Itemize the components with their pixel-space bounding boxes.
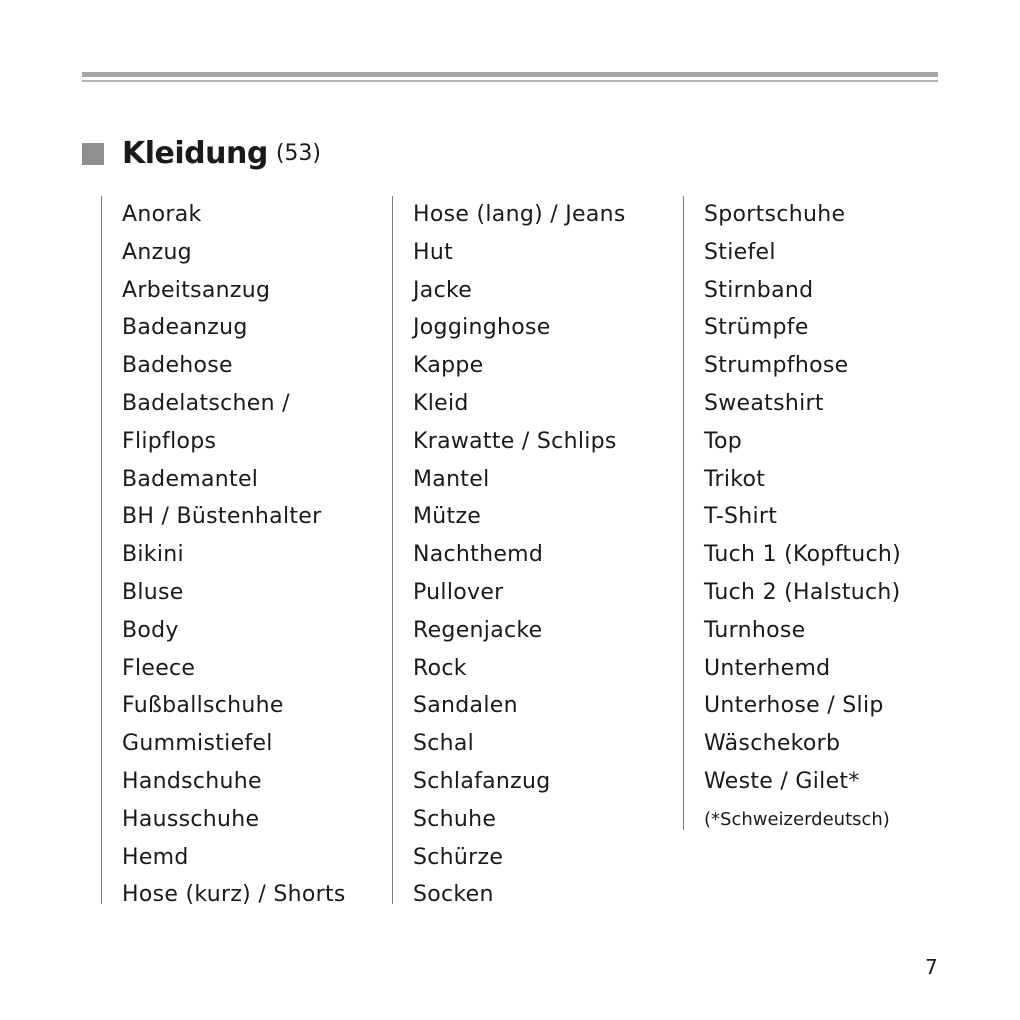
list-item: Body [122, 617, 179, 643]
list-item: Krawatte / Schlips [413, 428, 617, 454]
list-item: Schlafanzug [413, 768, 551, 794]
list-item: Kappe [413, 353, 484, 379]
list-item: Socken [413, 882, 494, 908]
list-item: T-Shirt [704, 504, 778, 530]
list-item: Strumpfhose [704, 353, 849, 379]
list-item: Badeanzug [122, 315, 248, 341]
list-item: Fußballschuhe [122, 693, 284, 719]
list-item: Unterhemd [704, 655, 831, 681]
list-item: Hose (lang) / Jeans [413, 202, 626, 227]
list-item: Arbeitsanzug [122, 277, 271, 303]
list-item: Weste / Gilet* [704, 768, 860, 794]
list-item: Sweatshirt [704, 390, 824, 416]
list-item: Schal [413, 731, 475, 757]
list-item: Tuch 1 (Kopftuch) [704, 542, 902, 568]
list-item: Schürze [413, 844, 504, 870]
header-rule-thin [82, 80, 938, 82]
word-column-3 [683, 196, 901, 830]
list-item: Anzug [122, 239, 192, 265]
list-item: Stirnband [704, 277, 814, 303]
list-item: Nachthemd [413, 542, 544, 568]
list-item: Strümpfe [704, 315, 809, 341]
list-item: Turnhose [704, 617, 806, 643]
page-number: 7 [925, 955, 938, 979]
list-item: Hose (kurz) / Shorts [122, 882, 346, 908]
list-item: Unterhose / Slip [704, 693, 884, 719]
section-title: Kleidung [122, 136, 268, 171]
list-item: Stiefel [704, 239, 776, 265]
list-item: Tuch 2 (Halstuch) [704, 579, 901, 605]
list-item: Hausschuhe [122, 806, 260, 832]
word-column-2 [392, 196, 626, 908]
list-item: Jogginghose [413, 315, 551, 341]
list-item: Flipflops [122, 428, 217, 454]
list-item: Rock [413, 655, 467, 681]
list-item: Gummistiefel [122, 731, 273, 757]
list-item: Regenjacke [413, 617, 543, 643]
list-item: Sandalen [413, 693, 518, 719]
list-item: Bademantel [122, 466, 259, 492]
list-item: Sportschuhe [704, 202, 846, 227]
list-item: Kleid [413, 390, 469, 416]
list-item: Hut [413, 239, 454, 265]
list-item: Bluse [122, 579, 184, 605]
list-item: Bikini [122, 542, 184, 568]
list-item: Mütze [413, 504, 482, 530]
list-item: Mantel [413, 466, 490, 492]
list-item: Hemd [122, 844, 189, 870]
square-bullet-icon [82, 143, 104, 165]
list-item: Badehose [122, 353, 233, 379]
list-item: Trikot [704, 466, 766, 492]
list-item: Jacke [413, 277, 473, 303]
list-item: BH / Büstenhalter [122, 504, 322, 530]
list-item: Top [704, 428, 743, 454]
footnote: (*Schweizerdeutsch) [704, 808, 890, 830]
header-rule-thick [82, 72, 938, 77]
list-item: Schuhe [413, 806, 497, 832]
list-item: Handschuhe [122, 768, 262, 794]
list-item: Wäschekorb [704, 731, 841, 757]
list-item: Badelatschen / [122, 390, 290, 416]
word-column-1 [101, 196, 346, 908]
list-item: Pullover [413, 579, 504, 605]
list-item: Fleece [122, 655, 196, 681]
section-count: (53) [275, 141, 321, 166]
section-heading [82, 136, 321, 171]
list-item: Anorak [122, 202, 202, 227]
